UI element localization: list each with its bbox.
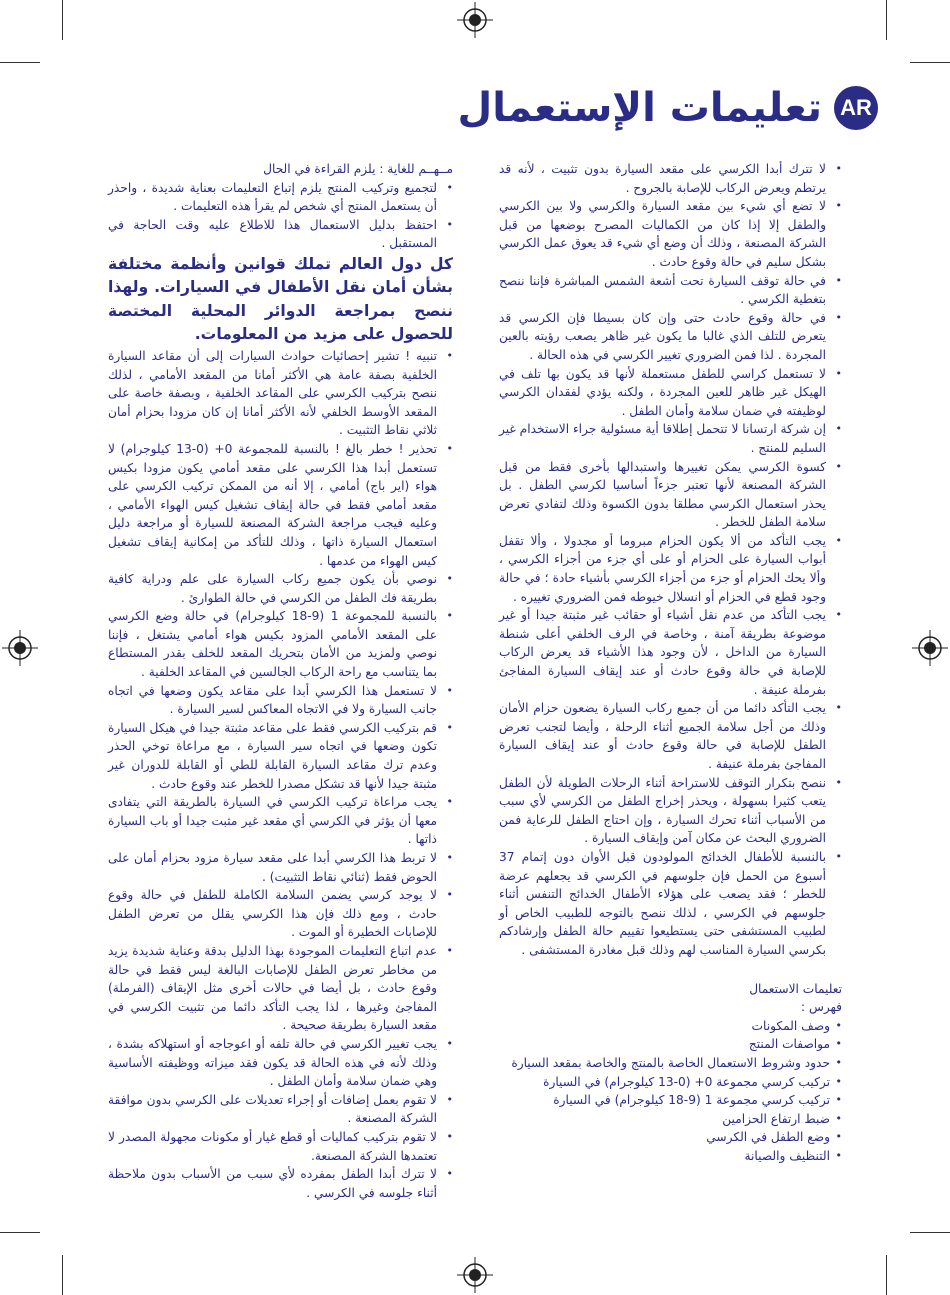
- contents-block: [499, 980, 842, 1166]
- warning-item: • احتفظ بدليل الاستعمال هذا للاطلاع عليه وقت الحاجة في المستقبل .: [108, 216, 453, 253]
- regulations-paragraph: كل دول العالم تملك قوانين وأنظمة مختلفة بشأن أمان نقل الأطفال في السيارات. ولهذا ننصح بمراجعة الدوائر المحلية المختصة للحصول على مزيد من المعلومات.: [108, 254, 453, 344]
- warning-item: • في حالة توقف السيارة تحت أشعة الشمس المباشرة فإننا ننصح بتغطية الكرسي .: [499, 272, 842, 309]
- trim-mark: [0, 62, 40, 63]
- contents-item: • ضبط ارتفاع الحزامين: [499, 1110, 842, 1129]
- warnings-list-left-b: [108, 347, 453, 1202]
- warning-item: • كسوة الكرسي يمكن تغييرها واستبدالها بأخرى فقط من قبل الشركة المصنعة لأنها تعتبر جزءاً أساسيا لكرسي الطفل . بل يحذر استعمال الكرسي مطلقا بدون الكسوة وذلك لتفادي تعرض سلامة الطفل للخطر .: [499, 458, 842, 532]
- warning-item: • لا تترك أبدا الكرسي على مقعد السيارة بدون تثبيت ، لأنه قد يرتطم ويعرض الركاب للإصابة بالجروح .: [499, 160, 842, 197]
- important-notice: مــهــم للغاية : يلزم القراءة في الحال: [263, 162, 453, 176]
- contents-item: • تركيب كرسي مجموعة 1 (9-18 كيلوجرام) في السيارة: [499, 1091, 842, 1110]
- contents-heading: تعليمات الاستعمال: [749, 981, 842, 996]
- contents-item: • حدود وشروط الاستعمال الخاصة بالمنتج والخاصة بمقعد السيارة: [499, 1054, 842, 1073]
- trim-mark: [886, 0, 887, 40]
- warning-item: • قم بتركيب الكرسي فقط على مقاعد مثبتة جيدا في هيكل السيارة تكون وضعها في اتجاه سير السيارة ، مع مراعاة توخي الحذر وعدم ترك مقاعد السيارة القابلة للطي أو القابلة للدوران غير مثبتة جيدا لأنها قد تشكل مصدرا للخطر عند وقوع حادث .: [108, 719, 453, 793]
- warning-item: • في حالة وقوع حادث حتى وإن كان بسيطا فإن الكرسي قد يتعرض للتلف الذي غالبا ما يكون غير ظاهر يصعب رؤيته بالعين المجردة . لذا فمن الضروري تغيير الكرسي في هذه الحالة .: [499, 309, 842, 365]
- trim-mark: [910, 62, 950, 63]
- warning-item: • يجب مراعاة تركيب الكرسي في السيارة بالطريقة التي يتفادى معها أن يؤثر في الكرسي أي مقعد غير مثبت جيدا أو باب السيارة ذاتها .: [108, 793, 453, 849]
- warning-item: • تنبيه ! تشير إحصائيات حوادث السيارات إلى أن مقاعد السيارة الخلفية بصفة عامة هي الأكثر أمانا من المقعد الأمامي ، لذلك ننصح بتركيب الكرسي على المقاعد الخلفية ، وبصفة خاصة على المقعد الأوسط الخلفي لأنه الأكثر أمانا إن كان مزودا بحزام أمان ثلاثي نقاط التثبيت .: [108, 347, 453, 440]
- warning-item: • يجب التأكد من عدم نقل أشياء أو حقائب غير مثبتة جيدا أو غير موضوعة بطريقة آمنة ، وخاصة في الرف الخلفي أعلى شنطة السيارة من الداخل ، لأن وجود هذا الأشياء قد يعرض الركاب للإصابة في حالة وقوع حادث أو عند إيقاف السيارة المفاجئ بفرملة عنيفة .: [499, 606, 842, 699]
- warning-item: • لا تقوم بتركيب كماليات أو قطع غيار أو مكونات مجهولة المصدر لا تعتمدها الشركة المصنعة.: [108, 1128, 453, 1165]
- contents-item: • مواصفات المنتج: [499, 1035, 842, 1054]
- warning-item: • لا تستعمل هذا الكرسي أبدا على مقاعد يكون وضعها في اتجاه جانب السيارة ولا في الاتجاه المعاكس لسير السيارة .: [108, 682, 453, 719]
- warning-item: • لا تستعمل كراسي للطفل مستعملة لأنها قد يكون بها تلف في الهيكل غير ظاهر للعين المجردة ، ولكنه يؤدي لفقدان الكرسي لوظيفته في ضمان سلامة وأمان الطفل .: [499, 365, 842, 421]
- contents-list: [499, 1017, 842, 1166]
- contents-item: • تركيب كرسي مجموعة 0+ (0-13 كيلوجرام) في السيارة: [499, 1073, 842, 1092]
- trim-mark: [62, 0, 63, 40]
- trim-mark: [886, 1255, 887, 1295]
- registration-mark-top: [457, 2, 493, 38]
- warning-item: • إن شركة ارتسانا لا تتحمل إطلاقا أية مسئولية جراء الاستخدام غير السليم للمنتج .: [499, 420, 842, 457]
- trim-mark: [0, 1232, 40, 1233]
- warning-item: • لا تضع أي شيء بين مقعد السيارة والكرسي ولا بين الكرسي والطفل إلا إذا كان من الكماليات المصرح بوضعها من قبل الشركة المصنعة ، وذلك أن وضع أي شيء قد يعوق عمل الكرسي بشكل سليم في حالة وقوع حادث .: [499, 197, 842, 271]
- right-column: [499, 160, 842, 1165]
- warning-item: • يجب تغيير الكرسي في حالة تلفه أو اعوجاجه أو استهلاكه بشدة ، وذلك لأنه في هذه الحالة قد يكون فقد ميزاته ووظيفته الأساسية وهي ضمان سلامة وأمان الطفل .: [108, 1035, 453, 1091]
- contents-item: • التنظيف والصيانة: [499, 1147, 842, 1166]
- page-header: [438, 82, 878, 134]
- warning-item: • نوصي بأن يكون جميع ركاب السيارة على علم ودراية كافية بطريقة فك الطفل من الكرسي في حالة الطوارئ .: [108, 570, 453, 607]
- warning-item: • لا يوجد كرسي يضمن السلامة الكاملة للطفل في حالة وقوع حادث ، ومع ذلك فإن هذا الكرسي يقلل من تعرض الطفل للإصابات الخطيرة أو الموت .: [108, 886, 453, 942]
- registration-mark-bottom: [457, 1257, 493, 1293]
- registration-mark-right: [912, 630, 948, 666]
- warning-item: • لتجميع وتركيب المنتج يلزم إتباع التعليمات بعناية شديدة ، واحذر أن يستعمل المنتج أي شخص لم يقرأ هذه التعليمات .: [108, 179, 453, 216]
- warning-item: • يجب التأكد من ألا يكون الحزام مبروما أو مجدولا ، وألا تقفل أبواب السيارة على الحزام أو على أي جزء من أجزاء الكرسي ، وألا يحك الحزام أو جزء من أجزاء الكرسي بأشياء حادة ؛ في حالة وجود قطع في الحزام أو انسلال خيوطه فمن الضروري تغييره .: [499, 532, 842, 606]
- warning-item: • عدم اتباع التعليمات الموجودة بهذا الدليل بدقة وعناية شديدة يزيد من مخاطر تعرض الطفل للإصابات البالغة ليس فقط في حالة وقوع حادث ، بل أيضا في حالات أخرى مثل الإيقاف (الفرملة) المفاجئ وغيرها ، لذا يجب التأكد دائما من تثبيت الكرسي في مقعد السيارة بطريقة صحيحة .: [108, 942, 453, 1035]
- contents-item: • وضع الطفل في الكرسي: [499, 1128, 842, 1147]
- trim-mark: [62, 1255, 63, 1295]
- warning-item: • لا تربط هذا الكرسي أبدا على مقعد سيارة مزود بحزام أمان على الحوض فقط (ثنائي نقاط التثبيت) .: [108, 849, 453, 886]
- warning-item: • تحذير ! خطر بالغ ! بالنسبة للمجموعة 0+ (0-13 كيلوجرام) لا تستعمل أبدا هذا الكرسي على مقعد أمامي يكون مزودا بكيس هواء (اير باج) أمامي ، إلا أنه من الممكن تركيب الكرسي على مقعد أمامي فقط في حالة إيقاف تشغيل كيس الهواء الأمامي ، وعليه فيجب مراجعة الشركة المصنعة للسيارة أو مراجعة دليل استعمال السيارة ذاتها ، وذلك للتأكد من إمكانية إيقاف تشغيل كيس الهواء من عدمها .: [108, 440, 453, 570]
- warning-item: • لا تترك أبدا الطفل بمفرده لأي سبب من الأسباب بدون ملاحظة أثناء جلوسه في الكرسي .: [108, 1165, 453, 1202]
- registration-mark-left: [2, 630, 38, 666]
- warnings-list-left-a: [108, 179, 453, 253]
- contents-index-label: فهرس :: [800, 1000, 842, 1015]
- warning-item: • لا تقوم بعمل إضافات أو إجراء تعديلات على الكرسي بدون موافقة الشركة المصنعة .: [108, 1091, 453, 1128]
- warnings-list-right: [499, 160, 842, 960]
- warning-item: • بالنسبة للأطفال الخدائج المولودون قبل الأوان دون إتمام 37 أسبوع من الحمل فإن جلوسهم في الكرسي قد يجعلهم عرضة للخطر ؛ فقد يصعب على هؤلاء الأطفال الخدائج التنفس أثناء جلوسهم في الكرسي ، لذلك ننصح بالتوجه للطبيب الخاص أو لطبيب المستشفى حتى يستطيعوا تقييم حالة الطفل وإرشادكم بكرسي السيارة المناسب لهم وذلك قبل مغادرة المستشفى .: [499, 848, 842, 960]
- warning-item: • بالنسبة للمجموعة 1 (9-18 كيلوجرام) في حالة وضع الكرسي على المقعد الأمامي المزود بكيس هواء أمامي يشتغل ، فإننا نوصي ولمزيد من الأمان بتحريك المقعد للخلف بقدر المستطاع بما يتناسب مع راحة الركاب الجالسين في المقاعد الخلفية .: [108, 607, 453, 681]
- trim-mark: [910, 1232, 950, 1233]
- contents-item: • وصف المكونات: [499, 1017, 842, 1036]
- warning-item: • ننصح بتكرار التوقف للاستراحة أثناء الرحلات الطويلة لأن الطفل يتعب كثيرا بسهولة ، ويحذر إخراج الطفل من الكرسي لأي سبب من الأسباب أثناء تحرك السيارة ، وإن احتاج الطفل للرعاية فمن الضروري البحث عن مكان آمن وإيقاف السيارة .: [499, 774, 842, 848]
- warning-item: • يجب التأكد دائما من أن جميع ركاب السيارة يضعون حزام الأمان وذلك من أجل سلامة الجميع أثناء الرحلة ، وأيضا لتجنب تعرض الطفل للإصابة في حالة وقوع حادث أو عند إيقاف السيارة المفاجئ بفرملة عنيفة .: [499, 699, 842, 773]
- language-badge: AR: [834, 86, 878, 130]
- page-title: تعليمات الإستعمال: [457, 85, 822, 131]
- left-column: [108, 160, 453, 1202]
